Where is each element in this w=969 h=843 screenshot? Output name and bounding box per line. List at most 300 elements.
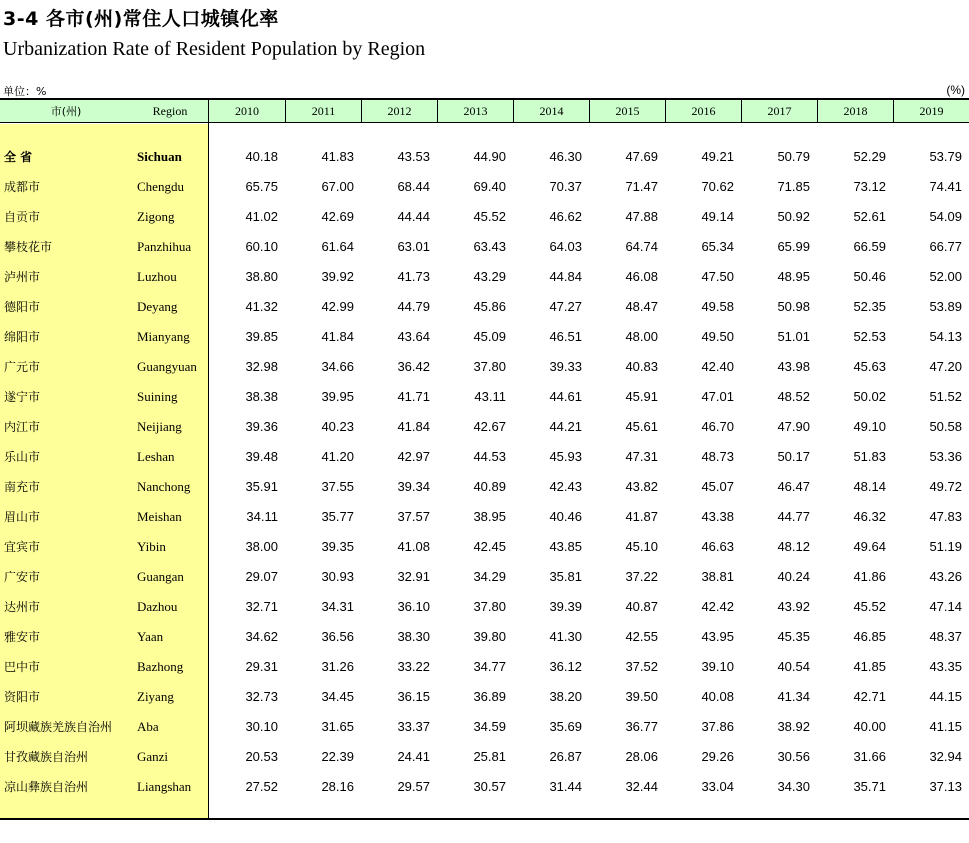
cell-value: 39.92 bbox=[321, 269, 354, 284]
cell-value: 34.30 bbox=[777, 779, 810, 794]
cell-value: 50.17 bbox=[777, 449, 810, 464]
cell-value: 39.36 bbox=[245, 419, 278, 434]
cell-value: 46.51 bbox=[549, 329, 582, 344]
row-city-cn: 资阳市 bbox=[4, 690, 41, 704]
cell-value: 34.45 bbox=[321, 689, 354, 704]
header-region: Region bbox=[152, 104, 188, 118]
cell-value: 40.89 bbox=[473, 479, 506, 494]
cell-value: 40.08 bbox=[701, 689, 734, 704]
cell-value: 41.20 bbox=[321, 449, 354, 464]
cell-value: 43.11 bbox=[474, 389, 506, 404]
cell-value: 25.81 bbox=[473, 749, 506, 764]
cell-value: 53.36 bbox=[929, 449, 962, 464]
cell-value: 30.56 bbox=[777, 749, 810, 764]
cell-value: 44.44 bbox=[397, 209, 430, 224]
cell-value: 29.26 bbox=[701, 749, 734, 764]
cell-value: 48.00 bbox=[625, 329, 658, 344]
cell-value: 36.89 bbox=[473, 689, 506, 704]
cell-value: 34.66 bbox=[321, 359, 354, 374]
cell-value: 33.37 bbox=[397, 719, 430, 734]
cell-value: 42.55 bbox=[625, 629, 658, 644]
row-region-en: Sichuan bbox=[137, 149, 182, 164]
cell-value: 49.64 bbox=[853, 539, 886, 554]
row-region-en: Guangyuan bbox=[137, 359, 197, 374]
cell-value: 36.12 bbox=[549, 659, 582, 674]
cell-value: 44.79 bbox=[397, 299, 430, 314]
cell-value: 35.69 bbox=[549, 719, 582, 734]
cell-value: 41.85 bbox=[853, 659, 886, 674]
cell-value: 42.99 bbox=[321, 299, 354, 314]
cell-value: 45.52 bbox=[853, 599, 886, 614]
table-row bbox=[0, 652, 969, 682]
cell-value: 22.39 bbox=[321, 749, 354, 764]
cell-value: 32.71 bbox=[245, 599, 278, 614]
cell-value: 29.07 bbox=[245, 569, 278, 584]
cell-value: 34.31 bbox=[321, 599, 354, 614]
cell-value: 46.70 bbox=[701, 419, 734, 434]
table-row bbox=[0, 592, 969, 622]
cell-value: 41.87 bbox=[625, 509, 658, 524]
cell-value: 45.93 bbox=[549, 449, 582, 464]
cell-value: 43.92 bbox=[777, 599, 810, 614]
cell-value: 39.85 bbox=[245, 329, 278, 344]
cell-value: 71.85 bbox=[777, 179, 810, 194]
cell-value: 35.91 bbox=[245, 479, 278, 494]
cell-value: 42.42 bbox=[701, 599, 734, 614]
row-city-cn: 雅安市 bbox=[4, 630, 41, 644]
row-city-cn: 乐山市 bbox=[4, 450, 41, 464]
table-row bbox=[0, 772, 969, 802]
cell-value: 45.35 bbox=[777, 629, 810, 644]
cell-value: 47.50 bbox=[701, 269, 734, 284]
cell-value: 47.20 bbox=[929, 359, 962, 374]
cell-value: 42.67 bbox=[473, 419, 506, 434]
cell-value: 39.48 bbox=[245, 449, 278, 464]
cell-value: 41.02 bbox=[245, 209, 278, 224]
cell-value: 60.10 bbox=[245, 239, 278, 254]
cell-value: 65.99 bbox=[777, 239, 810, 254]
table-row bbox=[0, 532, 969, 562]
cell-value: 48.73 bbox=[701, 449, 734, 464]
cell-value: 47.69 bbox=[625, 149, 658, 164]
cell-value: 41.15 bbox=[929, 719, 962, 734]
cell-value: 54.09 bbox=[929, 209, 962, 224]
cell-value: 20.53 bbox=[245, 749, 278, 764]
cell-value: 42.71 bbox=[853, 689, 886, 704]
cell-value: 49.72 bbox=[929, 479, 962, 494]
cell-value: 51.01 bbox=[777, 329, 810, 344]
cell-value: 30.93 bbox=[321, 569, 354, 584]
cell-value: 47.14 bbox=[929, 599, 962, 614]
table-row bbox=[0, 712, 969, 742]
cell-value: 46.63 bbox=[701, 539, 734, 554]
row-city-cn: 眉山市 bbox=[4, 510, 41, 524]
cell-value: 52.35 bbox=[853, 299, 886, 314]
cell-value: 65.75 bbox=[245, 179, 278, 194]
cell-value: 44.84 bbox=[549, 269, 582, 284]
data-table bbox=[0, 98, 969, 820]
cell-value: 35.71 bbox=[853, 779, 886, 794]
cell-value: 37.52 bbox=[625, 659, 658, 674]
cell-value: 46.08 bbox=[625, 269, 658, 284]
cell-value: 47.88 bbox=[625, 209, 658, 224]
cell-value: 37.55 bbox=[321, 479, 354, 494]
row-region-en: Aba bbox=[137, 719, 159, 734]
cell-value: 33.04 bbox=[701, 779, 734, 794]
row-region-en: Meishan bbox=[137, 509, 182, 524]
header-year-2014: 2014 bbox=[513, 100, 589, 123]
cell-value: 40.18 bbox=[245, 149, 278, 164]
header-city: 市(州) bbox=[50, 105, 82, 118]
cell-value: 40.54 bbox=[777, 659, 810, 674]
cell-value: 48.12 bbox=[777, 539, 810, 554]
cell-value: 44.15 bbox=[929, 689, 962, 704]
header-year-2019: 2019 bbox=[893, 100, 969, 123]
cell-value: 38.00 bbox=[245, 539, 278, 554]
cell-value: 40.83 bbox=[625, 359, 658, 374]
cell-value: 49.14 bbox=[701, 209, 734, 224]
row-region-en: Neijiang bbox=[137, 419, 182, 434]
table-row bbox=[0, 382, 969, 412]
row-region-en: Nanchong bbox=[137, 479, 191, 494]
cell-value: 41.71 bbox=[397, 389, 430, 404]
cell-value: 28.06 bbox=[625, 749, 658, 764]
cell-value: 41.32 bbox=[245, 299, 278, 314]
cell-value: 46.32 bbox=[853, 509, 886, 524]
row-city-cn: 南充市 bbox=[4, 480, 41, 494]
cell-value: 45.63 bbox=[853, 359, 886, 374]
cell-value: 41.08 bbox=[397, 539, 430, 554]
cell-value: 65.34 bbox=[701, 239, 734, 254]
cell-value: 46.85 bbox=[853, 629, 886, 644]
header-year-2011: 2011 bbox=[285, 100, 361, 123]
cell-value: 34.11 bbox=[246, 509, 278, 524]
row-region-en: Panzhihua bbox=[137, 239, 192, 254]
cell-value: 46.47 bbox=[777, 479, 810, 494]
header-year-2012: 2012 bbox=[361, 100, 437, 123]
cell-value: 24.41 bbox=[397, 749, 430, 764]
cell-value: 43.35 bbox=[929, 659, 962, 674]
cell-value: 43.38 bbox=[701, 509, 734, 524]
header-year-2016: 2016 bbox=[665, 100, 741, 123]
row-region-en: Zigong bbox=[137, 209, 175, 224]
cell-value: 44.90 bbox=[473, 149, 506, 164]
cell-value: 29.57 bbox=[397, 779, 430, 794]
cell-value: 45.52 bbox=[473, 209, 506, 224]
row-city-cn: 攀枝花市 bbox=[4, 240, 53, 254]
cell-value: 43.64 bbox=[397, 329, 430, 344]
row-city-cn: 成都市 bbox=[4, 180, 41, 194]
unit-label-right: (%) bbox=[946, 83, 965, 97]
cell-value: 47.01 bbox=[701, 389, 734, 404]
cell-value: 41.84 bbox=[321, 329, 354, 344]
cell-value: 61.64 bbox=[321, 239, 354, 254]
cell-value: 66.59 bbox=[853, 239, 886, 254]
cell-value: 42.97 bbox=[397, 449, 430, 464]
cell-value: 37.86 bbox=[701, 719, 734, 734]
cell-value: 32.91 bbox=[397, 569, 430, 584]
cell-value: 38.95 bbox=[473, 509, 506, 524]
table-row bbox=[0, 472, 969, 502]
cell-value: 49.21 bbox=[701, 149, 734, 164]
cell-value: 39.35 bbox=[321, 539, 354, 554]
cell-value: 26.87 bbox=[549, 749, 582, 764]
cell-value: 35.81 bbox=[549, 569, 582, 584]
cell-value: 32.98 bbox=[245, 359, 278, 374]
cell-value: 41.83 bbox=[321, 149, 354, 164]
header-year-2017: 2017 bbox=[741, 100, 817, 123]
row-region-en: Ganzi bbox=[137, 749, 169, 764]
cell-value: 38.80 bbox=[245, 269, 278, 284]
row-city-cn: 阿坝藏族羌族自治州 bbox=[4, 720, 113, 734]
cell-value: 45.09 bbox=[473, 329, 506, 344]
cell-value: 37.80 bbox=[473, 359, 506, 374]
cell-value: 45.86 bbox=[473, 299, 506, 314]
cell-value: 44.61 bbox=[549, 389, 582, 404]
table-row bbox=[0, 682, 969, 712]
row-city-cn: 全 省 bbox=[4, 150, 33, 164]
header-year-2018: 2018 bbox=[817, 100, 893, 123]
cell-value: 71.47 bbox=[625, 179, 658, 194]
header-year-2010: 2010 bbox=[208, 100, 285, 123]
cell-value: 32.44 bbox=[625, 779, 658, 794]
cell-value: 68.44 bbox=[397, 179, 430, 194]
cell-value: 36.15 bbox=[397, 689, 430, 704]
cell-value: 34.29 bbox=[473, 569, 506, 584]
table-row bbox=[0, 622, 969, 652]
cell-value: 48.95 bbox=[777, 269, 810, 284]
cell-value: 44.77 bbox=[777, 509, 810, 524]
row-city-cn: 自贡市 bbox=[4, 210, 41, 224]
cell-value: 63.43 bbox=[473, 239, 506, 254]
row-region-en: Dazhou bbox=[137, 599, 178, 614]
cell-value: 43.82 bbox=[625, 479, 658, 494]
cell-value: 34.59 bbox=[473, 719, 506, 734]
cell-value: 48.37 bbox=[929, 629, 962, 644]
row-region-en: Deyang bbox=[137, 299, 178, 314]
table-row bbox=[0, 742, 969, 772]
cell-value: 31.26 bbox=[321, 659, 354, 674]
cell-value: 31.44 bbox=[549, 779, 582, 794]
header-year-2015: 2015 bbox=[589, 100, 665, 123]
cell-value: 64.03 bbox=[549, 239, 582, 254]
row-region-en: Luzhou bbox=[137, 269, 177, 284]
cell-value: 73.12 bbox=[853, 179, 886, 194]
row-city-cn: 宜宾市 bbox=[4, 540, 41, 554]
table-row bbox=[0, 412, 969, 442]
cell-value: 38.20 bbox=[549, 689, 582, 704]
cell-value: 37.57 bbox=[397, 509, 430, 524]
cell-value: 74.41 bbox=[929, 179, 962, 194]
cell-value: 39.39 bbox=[549, 599, 582, 614]
cell-value: 46.30 bbox=[549, 149, 582, 164]
table-header bbox=[0, 98, 969, 123]
cell-value: 48.47 bbox=[625, 299, 658, 314]
table-row bbox=[0, 322, 969, 352]
row-city-cn: 达州市 bbox=[4, 600, 41, 614]
cell-value: 40.00 bbox=[853, 719, 886, 734]
cell-value: 38.81 bbox=[701, 569, 734, 584]
table-row bbox=[0, 172, 969, 202]
cell-value: 39.10 bbox=[701, 659, 734, 674]
cell-value: 42.43 bbox=[549, 479, 582, 494]
row-city-cn: 遂宁市 bbox=[4, 390, 41, 404]
cell-value: 32.94 bbox=[929, 749, 962, 764]
cell-value: 39.80 bbox=[473, 629, 506, 644]
row-region-en: Suining bbox=[137, 389, 178, 404]
cell-value: 53.79 bbox=[929, 149, 962, 164]
cell-value: 51.19 bbox=[929, 539, 962, 554]
table-row bbox=[0, 262, 969, 292]
cell-value: 45.61 bbox=[625, 419, 658, 434]
cell-value: 42.69 bbox=[321, 209, 354, 224]
cell-value: 44.21 bbox=[549, 419, 582, 434]
table-row bbox=[0, 142, 969, 172]
cell-value: 70.62 bbox=[701, 179, 734, 194]
cell-value: 44.53 bbox=[473, 449, 506, 464]
cell-value: 45.91 bbox=[625, 389, 658, 404]
row-city-cn: 德阳市 bbox=[4, 300, 41, 314]
cell-value: 37.13 bbox=[929, 779, 962, 794]
row-region-en: Mianyang bbox=[137, 329, 190, 344]
row-city-cn: 内江市 bbox=[4, 420, 41, 434]
cell-value: 47.83 bbox=[929, 509, 962, 524]
cell-value: 43.98 bbox=[777, 359, 810, 374]
cell-value: 64.74 bbox=[625, 239, 658, 254]
cell-value: 43.26 bbox=[929, 569, 962, 584]
cell-value: 38.30 bbox=[397, 629, 430, 644]
cell-value: 50.58 bbox=[929, 419, 962, 434]
unit-label: 单位：% bbox=[3, 85, 47, 98]
cell-value: 39.34 bbox=[397, 479, 430, 494]
cell-value: 50.46 bbox=[853, 269, 886, 284]
cell-value: 40.46 bbox=[549, 509, 582, 524]
row-region-en: Ziyang bbox=[137, 689, 174, 704]
row-region-en: Guangan bbox=[137, 569, 184, 584]
page-title-cn: 3-4 各市(州)常住人口城镇化率 bbox=[3, 8, 279, 30]
row-city-cn: 广元市 bbox=[4, 360, 41, 374]
cell-value: 35.77 bbox=[321, 509, 354, 524]
cell-value: 43.85 bbox=[549, 539, 582, 554]
cell-value: 28.16 bbox=[321, 779, 354, 794]
cell-value: 36.42 bbox=[397, 359, 430, 374]
row-region-en: Leshan bbox=[137, 449, 175, 464]
cell-value: 45.10 bbox=[625, 539, 658, 554]
cell-value: 41.86 bbox=[853, 569, 886, 584]
cell-value: 41.73 bbox=[397, 269, 430, 284]
cell-value: 42.45 bbox=[473, 539, 506, 554]
row-city-cn: 巴中市 bbox=[4, 660, 41, 674]
row-city-cn: 甘孜藏族自治州 bbox=[4, 750, 89, 764]
cell-value: 43.95 bbox=[701, 629, 734, 644]
row-region-en: Yibin bbox=[137, 539, 166, 554]
table-row bbox=[0, 442, 969, 472]
cell-value: 52.61 bbox=[853, 209, 886, 224]
row-region-en: Bazhong bbox=[137, 659, 184, 674]
cell-value: 40.23 bbox=[321, 419, 354, 434]
cell-value: 32.73 bbox=[245, 689, 278, 704]
row-city-cn: 绵阳市 bbox=[4, 330, 41, 344]
cell-value: 63.01 bbox=[397, 239, 430, 254]
cell-value: 37.22 bbox=[625, 569, 658, 584]
cell-value: 48.52 bbox=[777, 389, 810, 404]
cell-value: 29.31 bbox=[245, 659, 278, 674]
cell-value: 43.53 bbox=[397, 149, 430, 164]
cell-value: 36.56 bbox=[321, 629, 354, 644]
cell-value: 50.79 bbox=[777, 149, 810, 164]
cell-value: 41.30 bbox=[549, 629, 582, 644]
page-title-en: Urbanization Rate of Resident Population by Region bbox=[3, 38, 426, 60]
cell-value: 38.92 bbox=[777, 719, 810, 734]
table-row bbox=[0, 352, 969, 382]
cell-value: 46.62 bbox=[549, 209, 582, 224]
cell-value: 49.10 bbox=[853, 419, 886, 434]
cell-value: 40.87 bbox=[625, 599, 658, 614]
cell-value: 69.40 bbox=[473, 179, 506, 194]
cell-value: 48.14 bbox=[853, 479, 886, 494]
cell-value: 34.77 bbox=[473, 659, 506, 674]
cell-value: 30.10 bbox=[245, 719, 278, 734]
cell-value: 42.40 bbox=[701, 359, 734, 374]
cell-value: 49.58 bbox=[701, 299, 734, 314]
table-bottom-rule bbox=[0, 818, 969, 820]
cell-value: 40.24 bbox=[777, 569, 810, 584]
table-row bbox=[0, 292, 969, 322]
cell-value: 41.84 bbox=[397, 419, 430, 434]
row-region-en: Chengdu bbox=[137, 179, 184, 194]
cell-value: 27.52 bbox=[245, 779, 278, 794]
cell-value: 34.62 bbox=[245, 629, 278, 644]
cell-value: 52.29 bbox=[853, 149, 886, 164]
table-row bbox=[0, 202, 969, 232]
cell-value: 51.52 bbox=[929, 389, 962, 404]
cell-value: 39.33 bbox=[549, 359, 582, 374]
cell-value: 53.89 bbox=[929, 299, 962, 314]
cell-value: 37.80 bbox=[473, 599, 506, 614]
cell-value: 50.98 bbox=[777, 299, 810, 314]
cell-value: 52.53 bbox=[853, 329, 886, 344]
cell-value: 30.57 bbox=[473, 779, 506, 794]
cell-value: 52.00 bbox=[929, 269, 962, 284]
cell-value: 31.66 bbox=[853, 749, 886, 764]
cell-value: 33.22 bbox=[397, 659, 430, 674]
cell-value: 39.50 bbox=[625, 689, 658, 704]
cell-value: 39.95 bbox=[321, 389, 354, 404]
row-city-cn: 凉山彝族自治州 bbox=[4, 780, 89, 794]
cell-value: 54.13 bbox=[929, 329, 962, 344]
table-row bbox=[0, 502, 969, 532]
cell-value: 45.07 bbox=[701, 479, 734, 494]
cell-value: 50.02 bbox=[853, 389, 886, 404]
cell-value: 41.34 bbox=[777, 689, 810, 704]
cell-value: 66.77 bbox=[929, 239, 962, 254]
cell-value: 47.31 bbox=[625, 449, 658, 464]
header-year-2013: 2013 bbox=[437, 100, 513, 123]
cell-value: 47.27 bbox=[549, 299, 582, 314]
cell-value: 36.77 bbox=[625, 719, 658, 734]
cell-value: 50.92 bbox=[777, 209, 810, 224]
cell-value: 70.37 bbox=[549, 179, 582, 194]
table-row bbox=[0, 232, 969, 262]
cell-value: 51.83 bbox=[853, 449, 886, 464]
row-city-cn: 泸州市 bbox=[4, 270, 41, 284]
cell-value: 31.65 bbox=[321, 719, 354, 734]
cell-value: 49.50 bbox=[701, 329, 734, 344]
table-row bbox=[0, 562, 969, 592]
row-city-cn: 广安市 bbox=[4, 570, 41, 584]
cell-value: 43.29 bbox=[473, 269, 506, 284]
cell-value: 47.90 bbox=[777, 419, 810, 434]
